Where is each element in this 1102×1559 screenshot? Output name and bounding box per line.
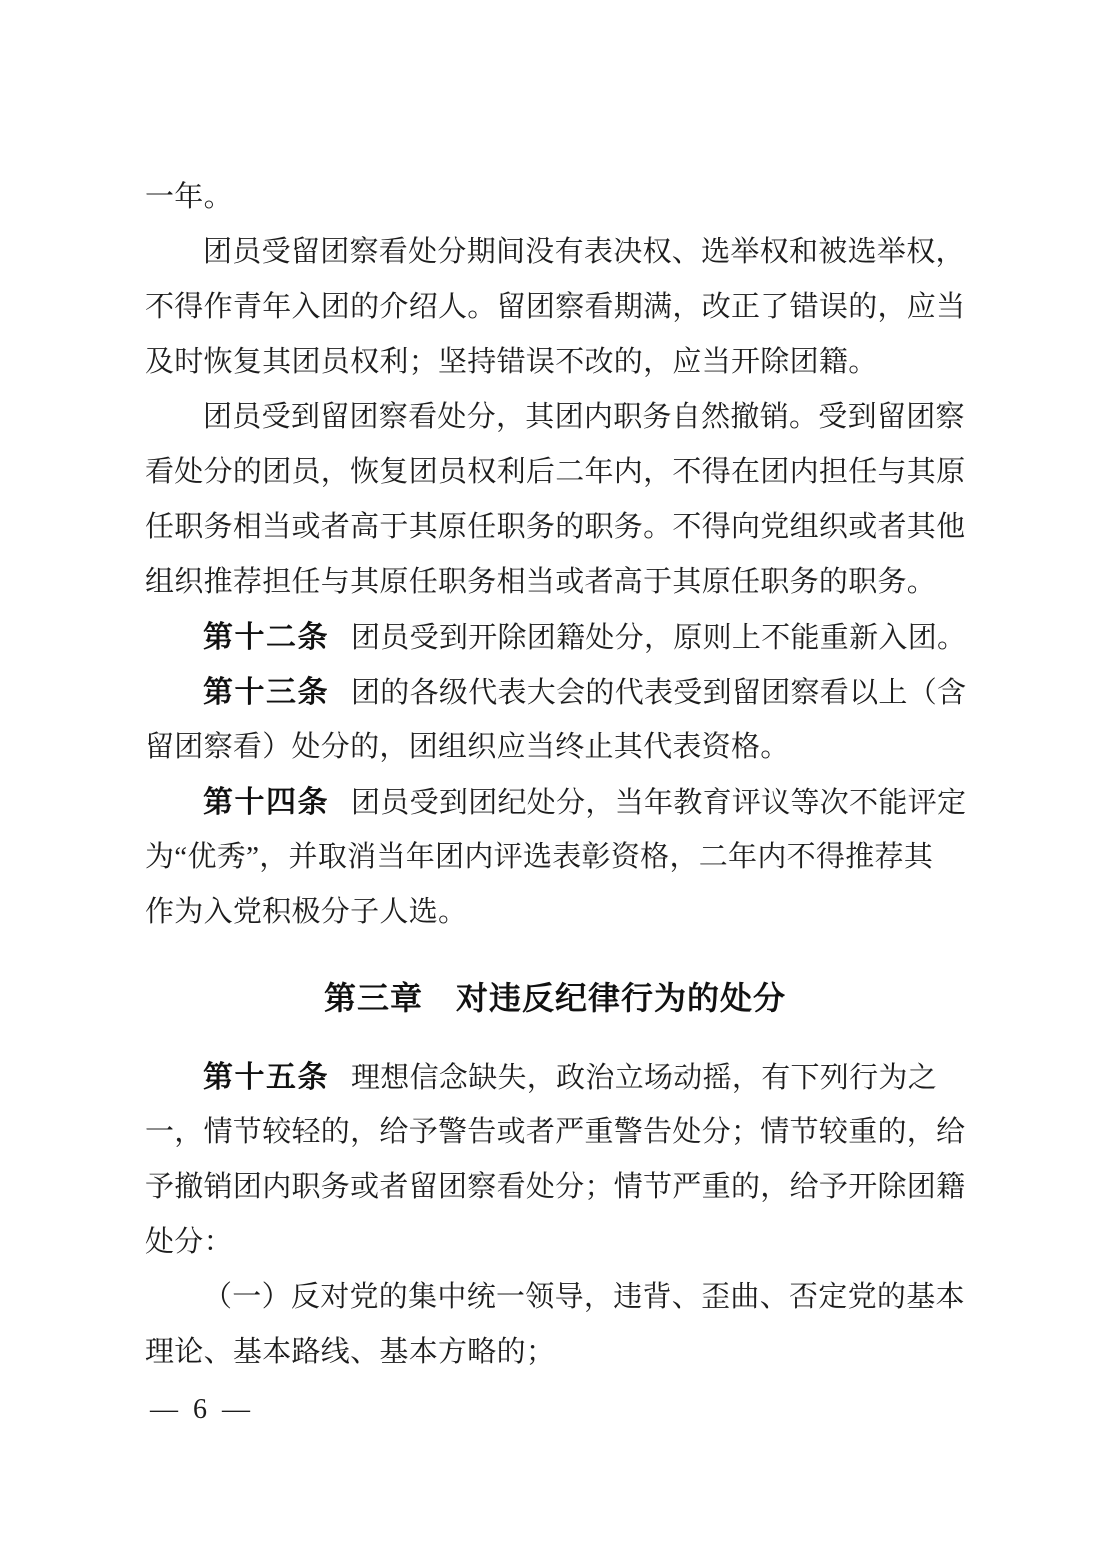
- document-body: [145, 170, 965, 1380]
- article-number: 第十三条: [203, 676, 329, 709]
- text-line: [145, 1215, 965, 1270]
- text-line-content: 看处分的团员，恢复团员权利后二年内，不得在团内担任与其原: [145, 456, 966, 488]
- chapter-heading: 第三章 对违反纪律行为的处分: [323, 980, 786, 1016]
- text-line: [145, 1050, 965, 1105]
- article-number: 第十五条: [203, 1061, 329, 1094]
- text-line-content: 理论、基本路线、基本方略的；: [145, 1336, 556, 1368]
- text-line: [145, 830, 965, 885]
- text-line-content: （一）反对党的集中统一领导，违背、歪曲、否定党的基本: [203, 1281, 965, 1313]
- text-line: [145, 885, 965, 940]
- text-line: [145, 445, 965, 500]
- text-line: [145, 1325, 965, 1380]
- text-line-content: 予撤销团内职务或者留团察看处分；情节严重的，给予开除团籍: [145, 1171, 966, 1203]
- text-line-content: 一，情节较轻的，给予警告或者严重警告处分；情节较重的，给: [145, 1116, 966, 1148]
- text-line: [145, 390, 965, 445]
- text-line: [145, 610, 965, 665]
- text-line: [145, 1270, 965, 1325]
- text-line: [145, 555, 965, 610]
- article-number: 第十四条: [203, 786, 329, 819]
- chapter-body: [145, 1050, 965, 1380]
- page-number: — 6 —: [150, 1394, 254, 1425]
- text-line: [145, 225, 965, 280]
- text-line: [145, 280, 965, 335]
- text-line-content: 留团察看）处分的，团组织应当终止其代表资格。: [145, 731, 790, 763]
- text-line-content: 一年。: [145, 181, 233, 213]
- text-line-content: 为“优秀”，并取消当年团内评选表彰资格，二年内不得推荐其: [145, 841, 934, 873]
- text-line: [145, 335, 965, 390]
- text-line-content: 处分：: [145, 1226, 233, 1258]
- text-line-content: 作为入党积极分子人选。: [145, 896, 468, 928]
- text-line-content: 不得作青年入团的介绍人。留团察看期满，改正了错误的，应当: [145, 291, 966, 323]
- text-line: [145, 720, 965, 775]
- text-line-content: 团员受到留团察看处分，其团内职务自然撤销。受到留团察: [203, 401, 965, 433]
- text-line: [145, 1160, 965, 1215]
- text-line: [145, 775, 965, 830]
- text-line-content: 团的各级代表大会的代表受到留团察看以上（含: [351, 677, 967, 709]
- text-line-content: 及时恢复其团员权利；坚持错误不改的，应当开除团籍。: [145, 346, 878, 378]
- text-line: [145, 170, 965, 225]
- article-number: 第十二条: [203, 621, 329, 654]
- text-line: [145, 665, 965, 720]
- text-line-content: 任职务相当或者高于其原任职务的职务。不得向党组织或者其他: [145, 511, 966, 543]
- text-line-content: 团员受到团纪处分，当年教育评议等次不能评定: [351, 787, 967, 819]
- text-line-content: 组织推荐担任与其原任职务相当或者高于其原任职务的职务。: [145, 566, 937, 598]
- text-line: [145, 1105, 965, 1160]
- text-line-content: 团员受留团察看处分期间没有表决权、选举权和被选举权，: [203, 236, 965, 268]
- text-line-content: 团员受到开除团籍处分，原则上不能重新入团。: [351, 622, 967, 654]
- text-line: [145, 500, 965, 555]
- text-line-content: 理想信念缺失，政治立场动摇，有下列行为之: [351, 1062, 938, 1094]
